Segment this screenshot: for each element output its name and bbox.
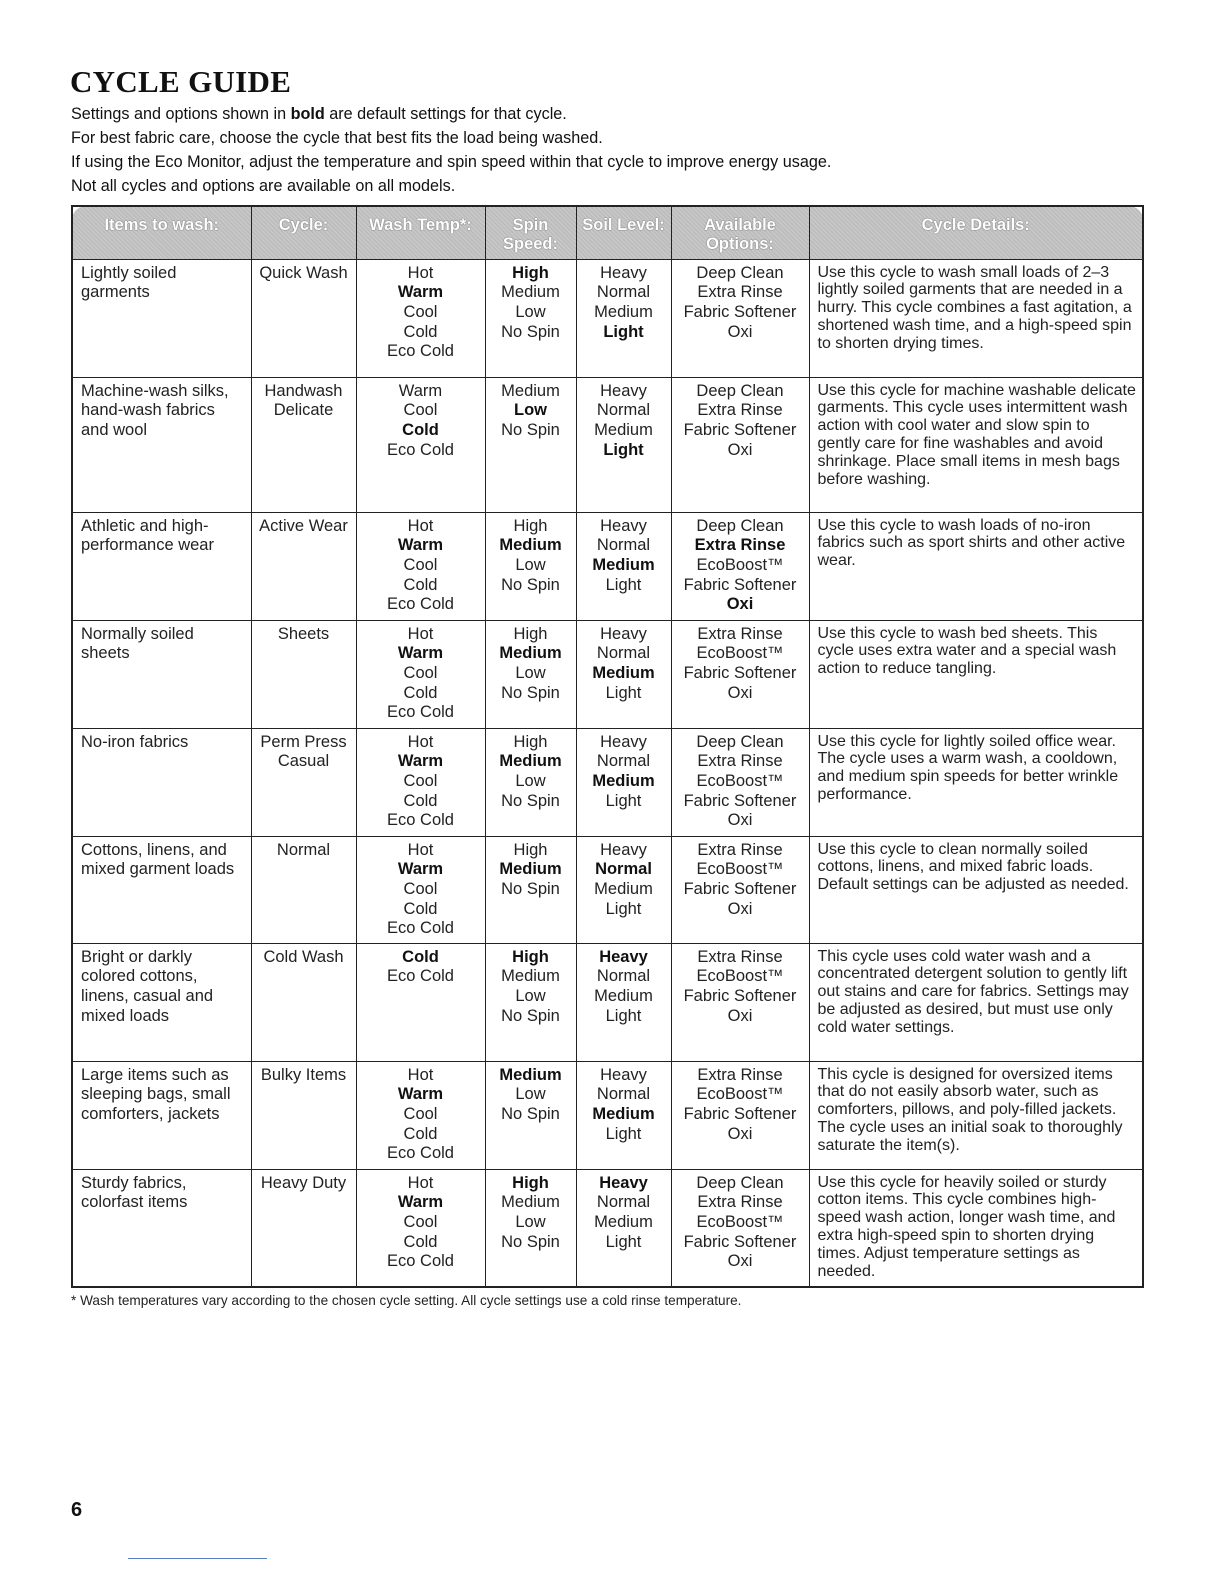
- spin-speed-cell: [485, 943, 576, 1061]
- wash-temp-option: Warm: [397, 1085, 444, 1104]
- cycle-details-cell: This cycle is designed for oversized items that do not easily absorb water, such as comforters, pillows, and poly-filled jackets. The cycle uses an initial soak to thoroughly saturate the item(s).: [809, 1061, 1143, 1169]
- available-option: Oxi: [727, 899, 753, 918]
- header-wash-temp: Wash Temp*:: [356, 206, 485, 259]
- spin-speed-cell: [485, 512, 576, 620]
- wash-temp-option: Eco Cold: [387, 440, 454, 459]
- available-options-cell: [671, 259, 809, 377]
- spin-speed-option: No Spin: [501, 1006, 560, 1025]
- cycle-details-cell: Use this cycle to wash small loads of 2–3 lightly soiled garments that are needed in a hurry. This cycle combines a fast agitation, a shortened wash time, and a high-speed spin to shorten drying times.: [809, 259, 1143, 377]
- cycle-name-cell: Cold Wash: [251, 943, 356, 1061]
- wash-temp-cell: [356, 512, 485, 620]
- wash-temp-option: Hot: [407, 263, 434, 282]
- spin-speed-option: No Spin: [501, 420, 560, 439]
- available-option: Fabric Softener: [683, 663, 797, 682]
- soil-level-option: Heavy: [600, 624, 647, 643]
- intro-text: [71, 102, 831, 198]
- table-row: [72, 1061, 1143, 1169]
- wash-temp-option: Eco Cold: [387, 811, 454, 830]
- available-options-cell: [671, 836, 809, 943]
- items-to-wash-cell: Machine-wash silks, hand-wash fabrics and wool: [72, 377, 251, 512]
- wash-temp-option: Cool: [403, 663, 438, 682]
- available-option: Extra Rinse: [697, 1065, 783, 1084]
- cycle-name-cell: Active Wear: [251, 512, 356, 620]
- header-items: Items to wash:: [72, 206, 251, 259]
- soil-level-option: Medium: [594, 986, 653, 1005]
- table-header-row: [72, 206, 1143, 259]
- wash-temp-option: Warm: [397, 536, 444, 555]
- available-option: Fabric Softener: [683, 791, 797, 810]
- wash-temp-option: Cool: [403, 771, 438, 790]
- table-row: [72, 377, 1143, 512]
- cycle-guide-table: [71, 205, 1144, 1288]
- cycle-name-cell: Handwash Delicate: [251, 377, 356, 512]
- available-options-cell: [671, 512, 809, 620]
- wash-temp-option: Warm: [397, 752, 444, 771]
- cycle-details-cell: Use this cycle for heavily soiled or sturdy cotton items. This cycle combines high-speed wash action, longer wash time, and extra high-speed spin to shorten drying times. Adjust temperature settings as needed.: [809, 1169, 1143, 1287]
- spin-speed-option: Low: [515, 555, 546, 574]
- soil-level-option: Light: [605, 791, 642, 810]
- spin-speed-option: High: [513, 840, 548, 859]
- page-number: 6: [71, 1499, 83, 1521]
- items-to-wash-cell: Lightly soiled garments: [72, 259, 251, 377]
- available-option: Deep Clean: [696, 732, 784, 751]
- available-option: EcoBoost™: [696, 1212, 784, 1231]
- available-option: Fabric Softener: [683, 575, 797, 594]
- spin-speed-cell: [485, 1169, 576, 1287]
- table-row: [72, 836, 1143, 943]
- wash-temp-option: Cold: [403, 683, 438, 702]
- soil-level-option: Light: [605, 899, 642, 918]
- intro-line-1: Settings and options shown in bold are default settings for that cycle.: [71, 105, 567, 123]
- spin-speed-option: Medium: [499, 860, 562, 879]
- intro-line-3: If using the Eco Monitor, adjust the temperature and spin speed within that cycle to improve energy usage.: [71, 153, 832, 171]
- wash-temp-option: Cold: [403, 575, 438, 594]
- soil-level-option: Light: [605, 1124, 642, 1143]
- spin-speed-option: Low: [515, 1085, 546, 1104]
- available-option: Oxi: [727, 683, 753, 702]
- cycle-name-cell: Perm Press Casual: [251, 728, 356, 836]
- table-row: [72, 620, 1143, 728]
- available-options-cell: [671, 377, 809, 512]
- soil-level-option: Medium: [594, 1212, 653, 1231]
- available-options-cell: [671, 943, 809, 1061]
- available-option: Extra Rinse: [697, 752, 783, 771]
- available-option: EcoBoost™: [696, 771, 784, 790]
- available-option: EcoBoost™: [696, 967, 784, 986]
- available-option: Extra Rinse: [697, 401, 783, 420]
- wash-temp-option: Cold: [403, 791, 438, 810]
- soil-level-option: Medium: [594, 420, 653, 439]
- soil-level-option: Medium: [592, 663, 655, 682]
- spin-speed-cell: [485, 728, 576, 836]
- available-options-cell: [671, 620, 809, 728]
- page-title: CYCLE GUIDE: [70, 64, 292, 99]
- wash-temp-option: Cool: [403, 555, 438, 574]
- spin-speed-option: Medium: [501, 967, 560, 986]
- available-option: Deep Clean: [696, 1173, 784, 1192]
- wash-temp-option: Cold: [403, 899, 438, 918]
- soil-level-option: Normal: [596, 401, 651, 420]
- soil-level-option: Normal: [596, 283, 651, 302]
- spin-speed-option: Medium: [501, 381, 560, 400]
- spin-speed-cell: [485, 620, 576, 728]
- available-option: Extra Rinse: [697, 947, 783, 966]
- available-option: EcoBoost™: [696, 644, 784, 663]
- soil-level-cell: [576, 377, 671, 512]
- items-to-wash-cell: Bright or darkly colored cottons, linens, casual and mixed loads: [72, 943, 251, 1061]
- spin-speed-option: No Spin: [501, 879, 560, 898]
- wash-temp-option: Warm: [397, 860, 444, 879]
- soil-level-option: Normal: [596, 1085, 651, 1104]
- available-option: Fabric Softener: [683, 986, 797, 1005]
- soil-level-option: Medium: [592, 771, 655, 790]
- wash-temp-option: Warm: [397, 644, 444, 663]
- spin-speed-cell: [485, 836, 576, 943]
- soil-level-cell: [576, 620, 671, 728]
- cycle-guide-table-wrapper: [71, 205, 1142, 1288]
- spin-speed-option: No Spin: [501, 791, 560, 810]
- cycle-details-cell: Use this cycle for lightly soiled office wear. The cycle uses a warm wash, a cooldown, and medium spin speeds for better wrinkle performance.: [809, 728, 1143, 836]
- header-available-options: Available Options:: [671, 206, 809, 259]
- wash-temp-option: Cool: [403, 302, 438, 321]
- soil-level-option: Heavy: [599, 947, 648, 966]
- soil-level-option: Normal: [596, 536, 651, 555]
- spin-speed-option: No Spin: [501, 1232, 560, 1251]
- cycle-details-cell: Use this cycle to clean normally soiled cottons, linens, and mixed fabric loads. Default settings can be adjusted as needed.: [809, 836, 1143, 943]
- wash-temp-option: Cool: [403, 1212, 438, 1231]
- header-cycle-details: Cycle Details:: [809, 206, 1143, 259]
- table-row: [72, 1169, 1143, 1287]
- available-options-cell: [671, 1169, 809, 1287]
- spin-speed-option: Low: [515, 302, 546, 321]
- spin-speed-option: Low: [515, 986, 546, 1005]
- wash-temp-option: Hot: [407, 840, 434, 859]
- spin-speed-option: High: [512, 1173, 549, 1192]
- available-option: Oxi: [727, 322, 753, 341]
- available-option: Oxi: [727, 1006, 753, 1025]
- spin-speed-cell: [485, 1061, 576, 1169]
- wash-temp-cell: [356, 728, 485, 836]
- soil-level-option: Light: [603, 322, 644, 341]
- available-option: Fabric Softener: [683, 1232, 797, 1251]
- soil-level-cell: [576, 1061, 671, 1169]
- soil-level-cell: [576, 512, 671, 620]
- soil-level-option: Medium: [594, 879, 653, 898]
- table-body: [72, 259, 1143, 1287]
- wash-temp-option: Cold: [403, 1232, 438, 1251]
- wash-temp-option: Cold: [403, 1124, 438, 1143]
- available-option: Fabric Softener: [683, 879, 797, 898]
- spin-speed-option: No Spin: [501, 322, 560, 341]
- wash-temp-option: Warm: [397, 1193, 444, 1212]
- wash-temp-cell: [356, 377, 485, 512]
- wash-temp-option: Eco Cold: [387, 1252, 454, 1271]
- soil-level-option: Heavy: [600, 732, 647, 751]
- spin-speed-cell: [485, 377, 576, 512]
- wash-temp-option: Cool: [403, 879, 438, 898]
- wash-temp-option: Eco Cold: [387, 1144, 454, 1163]
- available-option: Fabric Softener: [683, 302, 797, 321]
- spin-speed-option: High: [512, 263, 549, 282]
- available-option: Fabric Softener: [683, 1104, 797, 1123]
- spin-speed-option: Medium: [499, 536, 562, 555]
- wash-temp-option: Eco Cold: [387, 967, 454, 986]
- soil-level-option: Heavy: [600, 516, 647, 535]
- available-option: Extra Rinse: [694, 536, 786, 555]
- spin-speed-option: No Spin: [501, 1104, 560, 1123]
- wash-temp-option: Cold: [402, 947, 439, 966]
- spin-speed-option: Medium: [499, 752, 562, 771]
- items-to-wash-cell: Large items such as sleeping bags, small comforters, jackets: [72, 1061, 251, 1169]
- available-option: Oxi: [726, 595, 754, 614]
- soil-level-option: Heavy: [600, 840, 647, 859]
- header-soil-level: Soil Level:: [576, 206, 671, 259]
- table-row: [72, 943, 1143, 1061]
- wash-temp-cell: [356, 1061, 485, 1169]
- wash-temp-option: Hot: [407, 732, 434, 751]
- soil-level-option: Normal: [596, 967, 651, 986]
- spin-speed-option: High: [513, 516, 548, 535]
- soil-level-option: Normal: [596, 752, 651, 771]
- wash-temp-option: Eco Cold: [387, 703, 454, 722]
- intro-line-2: For best fabric care, choose the cycle that best fits the load being washed.: [71, 129, 603, 147]
- available-option: EcoBoost™: [696, 555, 784, 574]
- soil-level-option: Light: [605, 1006, 642, 1025]
- cycle-name-cell: Quick Wash: [251, 259, 356, 377]
- cycle-details-cell: This cycle uses cold water wash and a concentrated detergent solution to gently lift out stains and care for fabrics. Settings may be adjusted as desired, but must use only cold water settings.: [809, 943, 1143, 1061]
- items-to-wash-cell: Athletic and high-performance wear: [72, 512, 251, 620]
- available-option: Extra Rinse: [697, 840, 783, 859]
- wash-temp-option: Warm: [397, 283, 444, 302]
- available-options-cell: [671, 728, 809, 836]
- soil-level-option: Normal: [596, 1193, 651, 1212]
- wash-temp-option: Cold: [403, 322, 438, 341]
- cycle-name-cell: Bulky Items: [251, 1061, 356, 1169]
- soil-level-option: Heavy: [600, 1065, 647, 1084]
- available-option: Deep Clean: [696, 263, 784, 282]
- footnote: * Wash temperatures vary according to the chosen cycle setting. All cycle settings use a cold rinse temperature.: [71, 1293, 742, 1308]
- spin-speed-option: Medium: [499, 1065, 562, 1084]
- spin-speed-option: Low: [515, 771, 546, 790]
- wash-temp-option: Warm: [398, 381, 443, 400]
- soil-level-cell: [576, 259, 671, 377]
- bottom-rule: [128, 1558, 267, 1559]
- items-to-wash-cell: Normally soiled sheets: [72, 620, 251, 728]
- soil-level-cell: [576, 1169, 671, 1287]
- available-option: Deep Clean: [696, 381, 784, 400]
- wash-temp-option: Hot: [407, 624, 434, 643]
- spin-speed-option: Medium: [501, 283, 560, 302]
- soil-level-option: Light: [605, 1232, 642, 1251]
- available-option: Oxi: [727, 440, 753, 459]
- available-option: EcoBoost™: [696, 1085, 784, 1104]
- soil-level-option: Heavy: [600, 381, 647, 400]
- wash-temp-option: Hot: [407, 1173, 434, 1192]
- soil-level-option: Medium: [594, 302, 653, 321]
- wash-temp-cell: [356, 943, 485, 1061]
- available-option: Oxi: [727, 1252, 753, 1271]
- soil-level-option: Heavy: [600, 263, 647, 282]
- soil-level-cell: [576, 943, 671, 1061]
- items-to-wash-cell: Cottons, linens, and mixed garment loads: [72, 836, 251, 943]
- spin-speed-option: Medium: [499, 644, 562, 663]
- wash-temp-cell: [356, 620, 485, 728]
- header-spin-speed: Spin Speed:: [485, 206, 576, 259]
- soil-level-option: Light: [605, 575, 642, 594]
- available-options-cell: [671, 1061, 809, 1169]
- available-option: Extra Rinse: [697, 624, 783, 643]
- spin-speed-option: Medium: [501, 1193, 560, 1212]
- spin-speed-option: High: [513, 624, 548, 643]
- wash-temp-option: Cool: [403, 401, 438, 420]
- spin-speed-option: Low: [514, 401, 547, 420]
- soil-level-option: Light: [605, 683, 642, 702]
- spin-speed-option: Low: [515, 1212, 546, 1231]
- cycle-details-cell: Use this cycle to wash bed sheets. This cycle uses extra water and a special wash action to reduce tangling.: [809, 620, 1143, 728]
- wash-temp-option: Hot: [407, 1065, 434, 1084]
- available-option: Oxi: [727, 1124, 753, 1143]
- wash-temp-option: Cool: [403, 1104, 438, 1123]
- cycle-name-cell: Heavy Duty: [251, 1169, 356, 1287]
- spin-speed-option: No Spin: [501, 575, 560, 594]
- intro-line-4: Not all cycles and options are available on all models.: [71, 177, 456, 195]
- header-cycle: Cycle:: [251, 206, 356, 259]
- wash-temp-option: Eco Cold: [387, 919, 454, 938]
- wash-temp-option: Eco Cold: [387, 595, 454, 614]
- spin-speed-option: High: [513, 732, 548, 751]
- cycle-details-cell: Use this cycle to wash loads of no-iron fabrics such as sport shirts and other active wear.: [809, 512, 1143, 620]
- wash-temp-option: Cold: [402, 420, 439, 439]
- table-row: [72, 259, 1143, 377]
- wash-temp-option: Eco Cold: [387, 342, 454, 361]
- soil-level-option: Heavy: [599, 1173, 648, 1192]
- wash-temp-cell: [356, 836, 485, 943]
- soil-level-option: Medium: [592, 1104, 655, 1123]
- table-row: [72, 512, 1143, 620]
- soil-level-cell: [576, 836, 671, 943]
- spin-speed-option: No Spin: [501, 683, 560, 702]
- spin-speed-cell: [485, 259, 576, 377]
- available-option: Deep Clean: [696, 516, 784, 535]
- cycle-name-cell: Normal: [251, 836, 356, 943]
- wash-temp-option: Hot: [407, 516, 434, 535]
- soil-level-option: Normal: [596, 644, 651, 663]
- available-option: Fabric Softener: [683, 420, 797, 439]
- available-option: EcoBoost™: [696, 860, 784, 879]
- cycle-details-cell: Use this cycle for machine washable delicate garments. This cycle uses intermittent wash action with cool water and slow spin to gently care for fine washables and avoid shrinkage. Place small items in mesh bags before washing.: [809, 377, 1143, 512]
- available-option: Extra Rinse: [697, 283, 783, 302]
- soil-level-option: Medium: [592, 555, 655, 574]
- spin-speed-option: Low: [515, 663, 546, 682]
- items-to-wash-cell: No-iron fabrics: [72, 728, 251, 836]
- available-option: Oxi: [727, 811, 753, 830]
- cycle-name-cell: Sheets: [251, 620, 356, 728]
- wash-temp-cell: [356, 1169, 485, 1287]
- soil-level-option: Light: [603, 440, 644, 459]
- spin-speed-option: High: [512, 947, 549, 966]
- available-option: Extra Rinse: [697, 1193, 783, 1212]
- wash-temp-cell: [356, 259, 485, 377]
- table-row: [72, 728, 1143, 836]
- items-to-wash-cell: Sturdy fabrics, colorfast items: [72, 1169, 251, 1287]
- soil-level-cell: [576, 728, 671, 836]
- soil-level-option: Normal: [595, 860, 652, 879]
